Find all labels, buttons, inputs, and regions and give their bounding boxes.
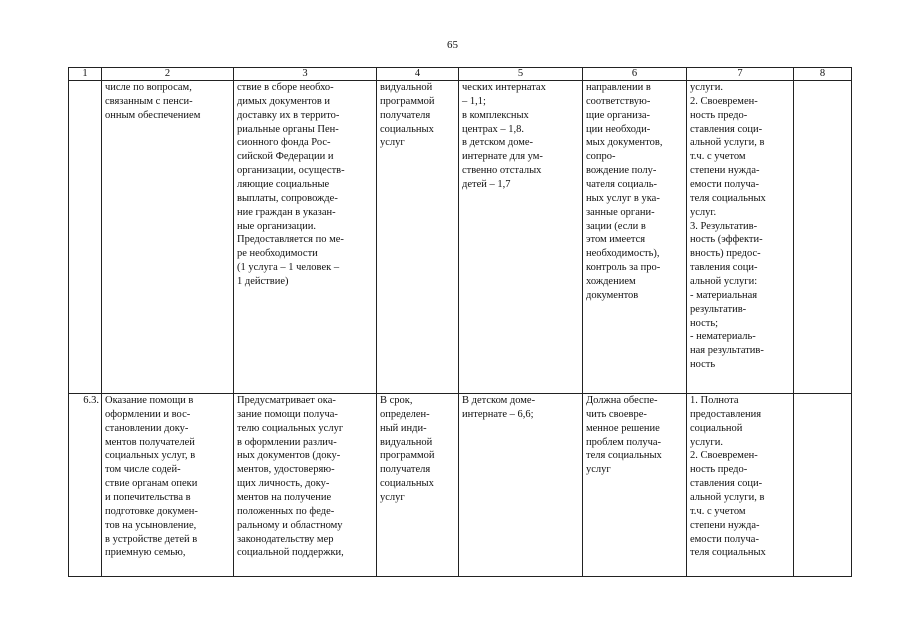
service-term-cell: В срок, определен- ный инди- видуальной программой получателя социальных услуг xyxy=(377,394,459,577)
page-number: 65 xyxy=(447,39,458,51)
table-row xyxy=(69,81,852,394)
services-table xyxy=(68,67,852,577)
column-header-2: 2 xyxy=(102,68,234,81)
service-description-cell: ствие в сборе необхо- димых документов и доставку их в террито- риальные органы Пен- сионного фонда Рос- сийской Федерации и организации, осуществ- ляющие социальные выплаты, сопровожде- ние граждан в указан- ные организации. Предоставляется по ме- ре необходимости (1 услуга – 1 человек – 1 действие) xyxy=(234,81,377,394)
notes-cell xyxy=(794,394,852,577)
column-header-6: 6 xyxy=(583,68,687,81)
column-header-5: 5 xyxy=(459,68,583,81)
column-number-row xyxy=(69,68,852,81)
row-number xyxy=(69,81,102,394)
evaluation-conditions-cell: услуги. 2. Своевремен- ность предо- ставления соци- альной услуги, в т.ч. с учетом степени нужда- емости получа- теля социальных услуг. 3. Результатив- ность (эффекти- вность) предос- тавления соци- альной услуги: - материальная результатив- ность; - нематериаль- ная результатив- ность xyxy=(687,81,794,394)
service-description-cell: Предусматривает ока- зание помощи получа- телю социальных услуг в оформлении различ- ных документов (доку- ментов, удостоверяю- щих личность, доку- ментов на получение положенных по феде- ральному и областному законодательству мер социальной поддержки, xyxy=(234,394,377,577)
service-name-cell: Оказание помощи в оформлении и вос- становлении доку- ментов получателей социальных услуг, в том числе содей- ствие органам опеки и попечительства в подготовке докумен- тов на усыновление, в устройстве детей в приемную семью, xyxy=(102,394,234,577)
column-header-7: 7 xyxy=(687,68,794,81)
row-number: 6.3. xyxy=(69,394,102,577)
column-header-1: 1 xyxy=(69,68,102,81)
notes-cell xyxy=(794,81,852,394)
service-name-cell: числе по вопросам, связанным с пенси- онным обеспечением xyxy=(102,81,234,394)
evaluation-conditions-cell: 1. Полнота предоставления социальной услуги. 2. Своевремен- ность предо- ставления соци- альной услуги, в т.ч. с учетом степени нужда- емости получа- теля социальных xyxy=(687,394,794,577)
quality-indicators-cell: Должна обеспе- чить своевре- менное решение проблем получа- теля социальных услуг xyxy=(583,394,687,577)
tariff-cell: ческих интернатах – 1,1; в комплексных центрах – 1,8. в детском доме- интернате для ум- ственно отсталых детей – 1,7 xyxy=(459,81,583,394)
tariff-cell: В детском доме- интернате – 6,6; xyxy=(459,394,583,577)
table-row xyxy=(69,394,852,577)
quality-indicators-cell: направлении в соответствую- щие организа- ции необходи- мых документов, сопро- вождение полу- чателя социаль- ных услуг в ука- занные органи- зации (если в этом имеется необходимость), контроль за про- хождением документов xyxy=(583,81,687,394)
column-header-8: 8 xyxy=(794,68,852,81)
service-term-cell: видуальной программой получателя социальных услуг xyxy=(377,81,459,394)
column-header-4: 4 xyxy=(377,68,459,81)
column-header-3: 3 xyxy=(234,68,377,81)
